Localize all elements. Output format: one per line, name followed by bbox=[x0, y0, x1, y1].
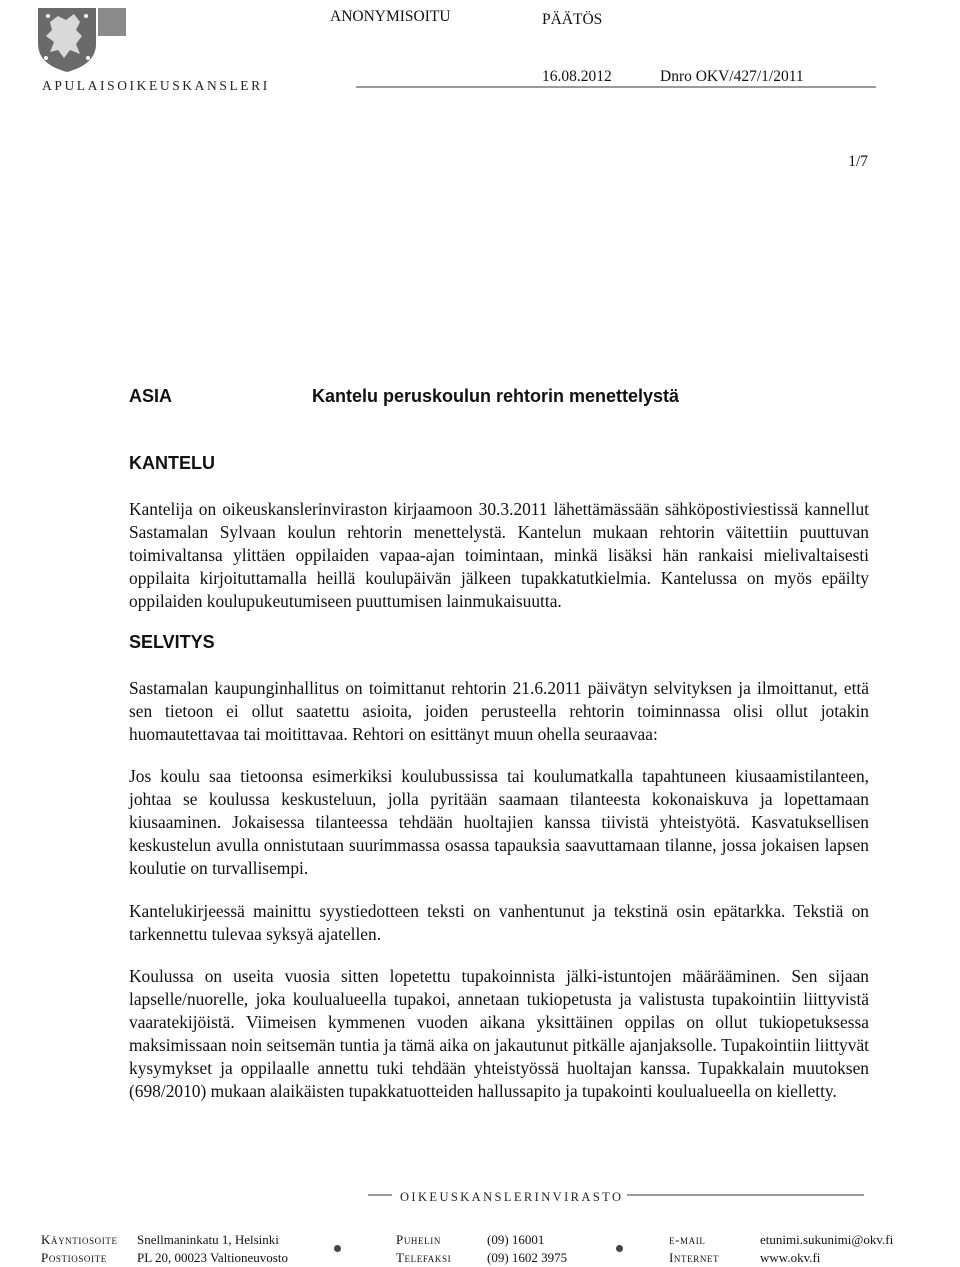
internet-value: www.okv.fi bbox=[760, 1250, 821, 1265]
footer-rule-left bbox=[368, 1194, 392, 1196]
report-paragraph-2 bbox=[129, 765, 869, 880]
postal-address-label: Postiosoite bbox=[41, 1250, 107, 1265]
complaint-paragraph: Kantelija on oikeuskanslerinviraston kirjaamoon 30.3.2011 lähettämässään sähköpostiviestissä kannellut Sastamalan Sylvaan koulun rehtorin menettelystä. Kantelun mukaan rehtorin väitettiin puuttuvan toimivaltansa ylittäen oppilaiden vapaa-ajan toimintaan, minkä lisäksi hän rankaisi mielivaltaisesti oppilaita kirjoituttamalla heillä koulupäivän jälkeen tupakkatutkielmia. Kantelussa on myös epäilty oppilaiden koulupukeutumiseen puuttumisen lainmukaisuutta. bbox=[129, 499, 869, 611]
report-paragraph-1 bbox=[129, 677, 869, 746]
email-label: e-mail bbox=[669, 1232, 706, 1247]
fax-value: (09) 1602 3975 bbox=[487, 1250, 568, 1265]
report-heading: SELVITYS bbox=[129, 632, 215, 652]
subject-title: Kantelu peruskoulun rehtorin menettelystä bbox=[312, 386, 680, 406]
decision-date: 16.08.2012 bbox=[542, 68, 612, 85]
internet-label: Internet bbox=[669, 1250, 720, 1265]
report-paragraph-4 bbox=[129, 965, 869, 1103]
visiting-address-label: Käyntiosoite bbox=[41, 1232, 118, 1247]
phone-label: Puhelin bbox=[396, 1232, 441, 1247]
decision-label: PÄÄTÖS bbox=[542, 11, 603, 28]
record-number: Dnro OKV/427/1/2011 bbox=[660, 68, 804, 85]
subject-heading: ASIA bbox=[129, 386, 173, 406]
fax-label: Telefaksi bbox=[396, 1250, 452, 1265]
page-number: 1/7 bbox=[848, 153, 868, 170]
phone-value: (09) 16001 bbox=[487, 1232, 545, 1247]
footer-separator-dot bbox=[334, 1245, 341, 1252]
report-paragraph: Sastamalan kaupunginhallitus on toimittanut rehtorin 21.6.2011 päivätyn selvityksen ja ilmoittanut, että sen tietoon ei ollut saatettu asioita, joiden perusteella rehtorin toiminnassa olisi ollut jotakin huomautettavaa tai moitittavaa. Rehtori on esittänyt muun ohella seuraavaa: bbox=[129, 678, 869, 744]
report-paragraph: Jos koulu saa tietoonsa esimerkiksi koulubussissa tai koulumatkalla tapahtuneen kiusaamistilanteen, johtaa se koulussa keskusteluun, jolla pyritään saamaan tilanteesta kokonaiskuva ja lopettamaan kiusaaminen. Jokaisessa tilanteessa tehdään huoltajien kanssa tiivistä yhteistyötä. Kasvatuksellisen keskustelun avulla onnistutaan suurimmassa osassa tapauksia saavuttamaan tilanne, jossa jokaisen lapsen koulutie on turvallisempi. bbox=[129, 766, 869, 878]
postal-address-value: PL 20, 00023 Valtioneuvosto bbox=[137, 1250, 288, 1265]
complaint-text bbox=[129, 498, 869, 613]
visiting-address-value: Snellmaninkatu 1, Helsinki bbox=[137, 1232, 279, 1247]
report-paragraph: Koulussa on useita vuosia sitten lopetettu tupakoinnista jälki-istuntojen määrääminen. Sen sijaan lapselle/nuorelle, joka koulualueella tupakoi, annetaan tukiopetusta ja valistusta tupakointiin liittyvistä vaaratekijöistä. Viimeisen kymmenen vuoden aikana yksittäinen oppilas on ollut tukiopetuksessa maksimissaan noin seitsemän tuntia ja tämä aika on jakautunut pitkälle ajanjaksolle. Tupakointiin liittyvät kysymykset ja oppilaalle annettu tuki tehdään yhteistyössä huoltajan kanssa. Tupakkalain muutoksen (698/2010) mukaan alaikäisten tupakkatuotteiden hallussapito ja tupakointi koulualueella on kielletty. bbox=[129, 966, 869, 1101]
footer-organization: OIKEUSKANSLERINVIRASTO bbox=[396, 1190, 627, 1205]
footer-rule-right bbox=[612, 1194, 864, 1196]
report-paragraph: Kantelukirjeessä mainittu syystiedotteen teksti on vanhentunut ja tekstinä osin epätarkka. Tekstiä on tarkennettu tulevaa syksyä ajatellen. bbox=[129, 901, 869, 944]
header-rule bbox=[356, 86, 876, 88]
complaint-heading: KANTELU bbox=[129, 453, 215, 473]
email-value: etunimi.sukunimi@okv.fi bbox=[760, 1232, 894, 1247]
coat-of-arms-logo bbox=[36, 6, 128, 72]
department-name: APULAISOIKEUSKANSLERI bbox=[42, 78, 270, 93]
report-paragraph-3 bbox=[129, 900, 869, 946]
anonymized-label: ANONYMISOITU bbox=[330, 8, 451, 25]
footer-separator-dot bbox=[616, 1245, 623, 1252]
